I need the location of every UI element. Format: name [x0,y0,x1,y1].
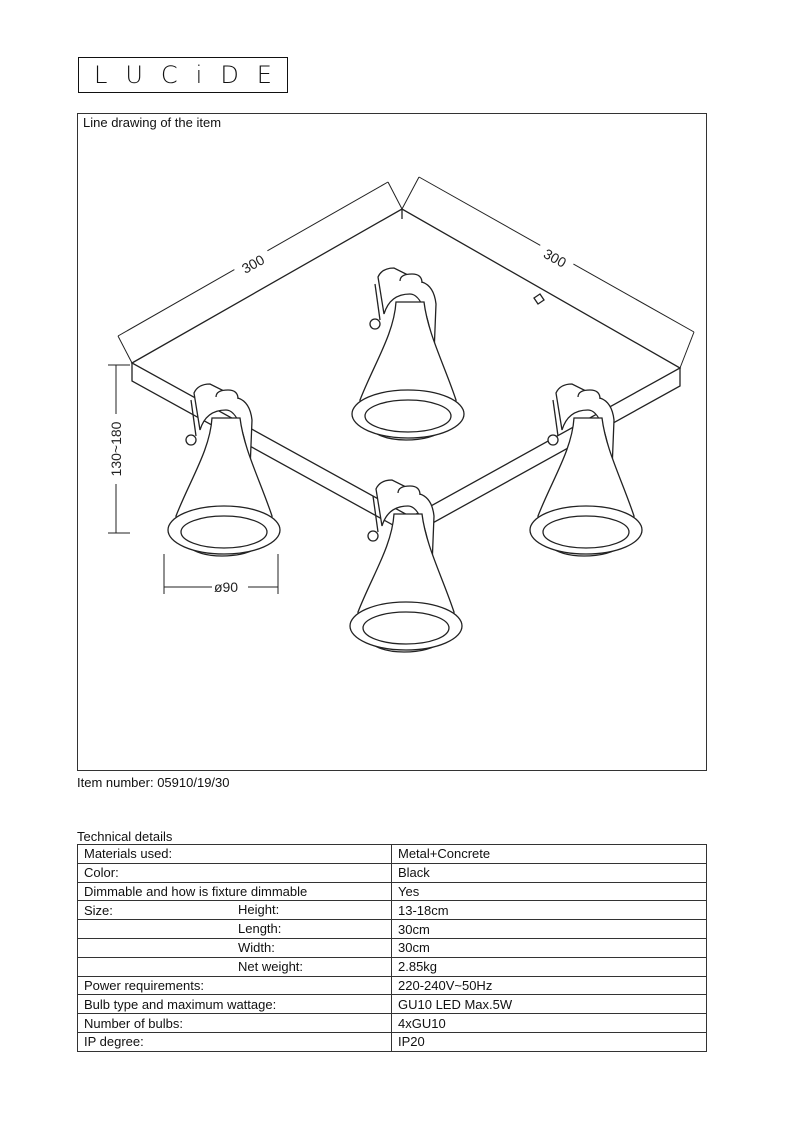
row-label [78,901,392,920]
table-row [78,1032,707,1051]
row-value: Black [392,863,707,882]
spot-front [350,480,462,652]
sub-label: Net weight: [238,958,304,974]
dim-diameter-label: ø90 [213,579,239,595]
dim-length-label: 300 [238,251,268,277]
drawing-caption: Line drawing of the item [83,115,222,130]
logo-letter: D [220,61,239,89]
row-label [78,938,392,957]
table-row [78,1014,707,1033]
lucide-logo [78,57,288,93]
row-value: Yes [392,882,707,901]
dim-height-label: 130~180 [108,421,124,477]
table-row [78,995,707,1014]
row-value: 13-18cm [392,901,707,920]
label-text: Size: [84,902,113,918]
row-value: 220-240V~50Hz [392,976,707,995]
row-label [78,976,392,995]
technical-heading: Technical details [77,829,173,844]
row-label [78,1032,392,1051]
label-text: IP degree: [84,1034,144,1050]
table-row [78,976,707,995]
label-text: Bulb type and maximum wattage: [84,996,277,1012]
logo-letter: C [160,61,178,89]
row-value: 2.85kg [392,957,707,976]
item-number: Item number: 05910/19/30 [77,775,230,790]
row-value: 30cm [392,920,707,939]
label-text: Materials used: [84,846,173,862]
table-row [78,845,707,864]
label-text: Power requirements: [84,977,204,993]
row-label [78,920,392,939]
row-label [78,882,392,901]
row-value: Metal+Concrete [392,845,707,864]
table-row [78,920,707,939]
logo-letter: L [93,61,108,89]
table-row [78,882,707,901]
product-line-drawing [78,114,706,770]
row-value: 4xGU10 [392,1014,707,1033]
logo-letter: i [195,61,203,89]
sub-label: Width: [238,939,275,955]
table-row [78,938,707,957]
dim-width-label: 300 [540,245,570,271]
logo-letter: E [256,61,272,89]
logo-text [79,58,287,92]
row-label [78,845,392,864]
label-text: Color: [84,865,119,881]
row-value: GU10 LED Max.5W [392,995,707,1014]
row-label [78,863,392,882]
row-label [78,957,392,976]
logo-letter: U [125,61,143,89]
table-row [78,957,707,976]
row-value: IP20 [392,1032,707,1051]
label-text: Dimmable and how is fixture dimmable [84,883,308,899]
table-row [78,863,707,882]
label-text: Number of bulbs: [84,1015,183,1031]
technical-details-table [77,844,707,1052]
sub-label: Length: [238,921,282,937]
row-label [78,1014,392,1033]
table-row [78,901,707,920]
sub-label: Height: [238,902,280,918]
row-value: 30cm [392,938,707,957]
row-label [78,995,392,1014]
